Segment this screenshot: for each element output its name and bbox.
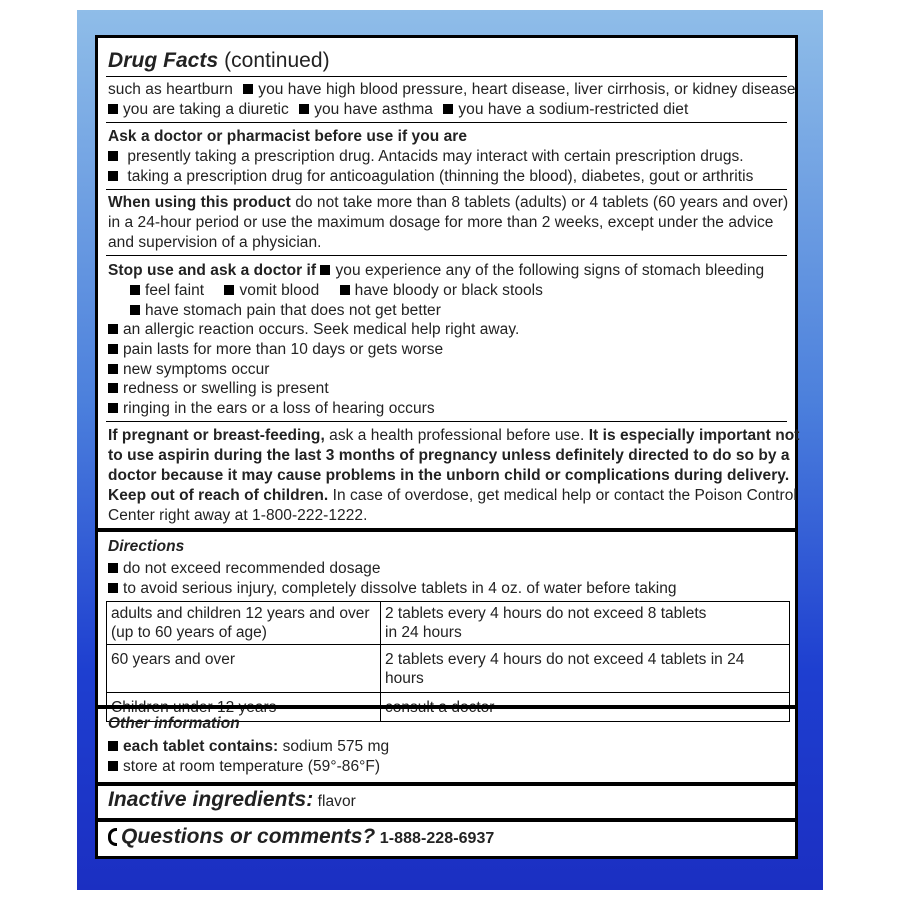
- ask-doctor-item: presently taking a prescription drug. Antacids may interact with certain prescription drugs.: [108, 147, 744, 167]
- bullet-icon: [108, 383, 118, 393]
- pregnant-heading: If pregnant or breast-feeding,: [108, 427, 325, 444]
- section-divider: [98, 528, 795, 532]
- section-divider: [98, 818, 795, 822]
- other-info-item: each tablet contains: sodium 575 mg: [108, 737, 389, 757]
- bullet-icon: [108, 563, 118, 573]
- stop-use-sign: have stomach pain that does not get better: [130, 301, 441, 321]
- directions-item: to avoid serious injury, completely dissolve tablets in 4 oz. of water before taking: [108, 579, 677, 599]
- bullet-icon: [108, 583, 118, 593]
- age-cell: adults and children 12 years and over (up to 60 years of age): [107, 602, 381, 645]
- bullet-icon: [443, 104, 453, 114]
- drug-facts-panel: [95, 35, 798, 859]
- other-info-item: store at room temperature (59°-86°F): [108, 757, 380, 777]
- when-using-line-2: in a 24-hour period or use the maximum dosage for more than 2 weeks, except under the advice: [108, 214, 774, 231]
- warning-line-2: you are taking a diuretic you have asthma you have a sodium-restricted diet: [108, 100, 688, 120]
- bullet-icon: [108, 403, 118, 413]
- directions-item: do not exceed recommended dosage: [108, 559, 381, 579]
- bullet-icon: [108, 741, 118, 751]
- inactive-ingredients: Inactive ingredients: flavor: [108, 788, 356, 811]
- dose-cell: 2 tablets every 4 hours do not exceed 4 tablets in 24 hours: [381, 645, 790, 693]
- bullet-icon: [108, 364, 118, 374]
- directions-heading: Directions: [108, 538, 185, 555]
- bullet-icon: [320, 265, 330, 275]
- divider: [106, 255, 787, 256]
- stop-use-item: pain lasts for more than 10 days or gets worse: [108, 340, 443, 360]
- pregnant-line-2: to use aspirin during the last 3 months of pregnancy unless definitely directed to do so by a: [108, 447, 790, 464]
- drug-facts-title: [108, 48, 330, 74]
- stop-use-heading: Stop use and ask a doctor if: [108, 262, 317, 279]
- questions-heading: Questions or comments?: [121, 825, 376, 848]
- bullet-icon: [224, 285, 234, 295]
- divider: [106, 122, 787, 123]
- when-using-heading: When using this product: [108, 194, 291, 211]
- divider: [106, 189, 787, 190]
- section-divider: [98, 782, 795, 786]
- bullet-icon: [340, 285, 350, 295]
- section-divider: [98, 705, 795, 709]
- questions-phone: 1-888-228-6937: [375, 830, 495, 847]
- bullet-icon: [130, 305, 140, 315]
- stop-use-signs: feel faint vomit blood have bloody or black stools: [130, 281, 543, 301]
- dosage-table: [106, 601, 790, 722]
- bullet-icon: [108, 761, 118, 771]
- questions-line: [108, 825, 494, 851]
- stop-use-item: new symptoms occur: [108, 360, 269, 380]
- pregnant-line-3: doctor because it may cause problems in the unborn child or complications during delivery.: [108, 467, 790, 484]
- keep-out-line-1: Keep out of reach of children. In case of overdose, get medical help or contact the Poison Control: [108, 487, 797, 504]
- bullet-icon: [243, 84, 253, 94]
- inactive-heading: Inactive ingredients:: [108, 788, 314, 811]
- table-row: [107, 602, 790, 645]
- when-using-line-3: and supervision of a physician.: [108, 234, 322, 251]
- when-using-line-1: When using this product do not take more than 8 tablets (adults) or 4 tablets (60 years and over): [108, 194, 789, 211]
- ask-doctor-heading: Ask a doctor or pharmacist before use if you are: [108, 128, 468, 145]
- title-bold: Drug Facts: [108, 49, 219, 72]
- bullet-icon: [108, 344, 118, 354]
- ask-doctor-item: taking a prescription drug for anticoagulation (thinning the blood), diabetes, gout or arthritis: [108, 167, 753, 187]
- bullet-icon: [108, 324, 118, 334]
- table-row: [107, 645, 790, 693]
- bullet-icon: [108, 151, 118, 161]
- stop-use-line: Stop use and ask a doctor if you experience any of the following signs of stomach bleeding: [108, 262, 765, 279]
- keep-out-line-2: Center right away at 1-800-222-1222.: [108, 507, 368, 524]
- pregnant-line-1: If pregnant or breast-feeding, ask a health professional before use. It is especially important not: [108, 427, 800, 444]
- bullet-icon: [108, 171, 118, 181]
- phone-icon: [108, 828, 117, 846]
- warning-line-1: such as heartburn you have high blood pressure, heart disease, liver cirrhosis, or kidney disease: [108, 81, 796, 98]
- age-cell: 60 years and over: [107, 645, 381, 693]
- divider: [106, 421, 787, 422]
- bullet-icon: [130, 285, 140, 295]
- stop-use-item: ringing in the ears or a loss of hearing occurs: [108, 399, 435, 419]
- bullet-icon: [108, 104, 118, 114]
- title-rest: (continued): [218, 49, 330, 72]
- stop-use-item: redness or swelling is present: [108, 379, 329, 399]
- bullet-icon: [299, 104, 309, 114]
- dose-cell: 2 tablets every 4 hours do not exceed 8 tablets in 24 hours: [381, 602, 790, 645]
- keep-out-heading: Keep out of reach of children.: [108, 487, 329, 504]
- divider: [106, 76, 787, 77]
- stop-use-item: an allergic reaction occurs. Seek medical help right away.: [108, 320, 519, 340]
- other-info-heading: Other information: [108, 715, 240, 732]
